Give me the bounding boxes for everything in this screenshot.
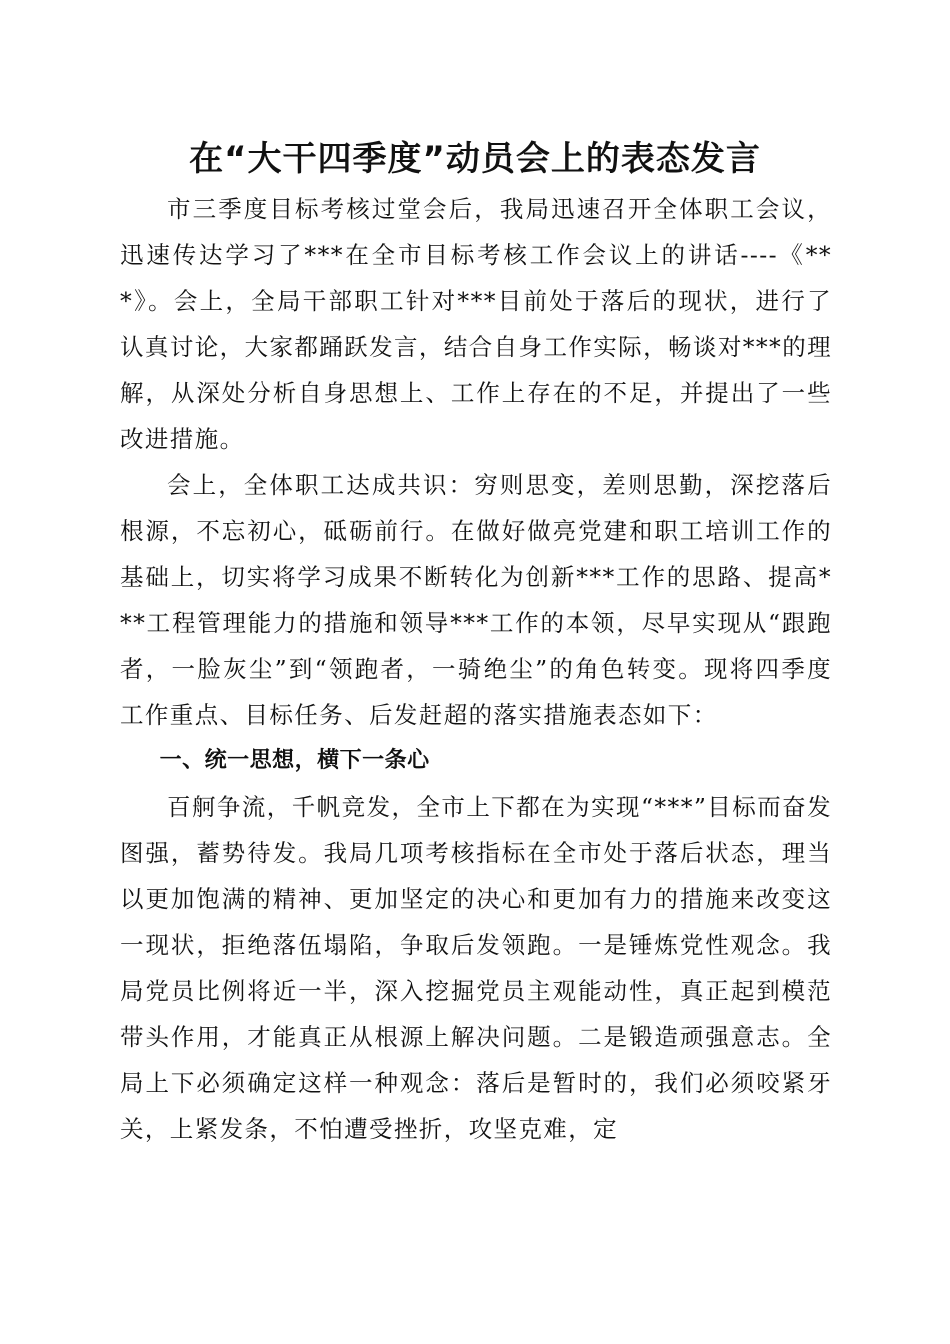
paragraph-intro: 市三季度目标考核过堂会后，我局迅速召开全体职工会议，迅速传达学习了***在全市目标考核工作会议上的讲话----《***》。会上，全局干部职工针对***目前处于落后的现状，进行了认真讨论，大家都踊跃发言，结合自身工作实际，畅谈对***的理解，从深处分析自身思想上、工作上存在的不足，并提出了一些改进措施。 [120,195,832,453]
paragraph-consensus: 会上，全体职工达成共识：穷则思变，差则思勤，深挖落后根源，不忘初心，砥砺前行。在做好做亮党建和职工培训工作的基础上，切实将学习成果不断转化为创新***工作的思路、提高***工程管理能力的措施和领导***工作的本领，尽早实现从“跟跑者，一脸灰尘”到“领跑者，一骑绝尘”的角色转变。现将四季度工作重点、目标任务、后发赶超的落实措施表态如下： [120,471,832,729]
section-heading: 一、统一思想，横下一条心 [159,748,430,773]
paragraph-section-one: 百舸争流，千帆竞发，全市上下都在为实现“***”目标而奋发图强，蓄势待发。我局几项考核指标在全市处于落后状态，理当以更加饱满的精神、更加坚定的决心和更加有力的措施来改变这一现状，拒绝落伍塌陷，争取后发领跑。一是锤炼党性观念。我局党员比例将近一半，深入挖掘党员主观能动性，真正起到模范带头作用，才能真正从根源上解决问题。二是锻造顽强意志。全局上下必须确定这样一种观念：落后是暂时的，我们必须咬紧牙关，上紧发条，不怕遭受挫折，攻坚克难，定 [120,793,832,1143]
document-title: 在“大干四季度”动员会上的表态发言 [189,139,761,179]
document-body [120,186,832,1152]
